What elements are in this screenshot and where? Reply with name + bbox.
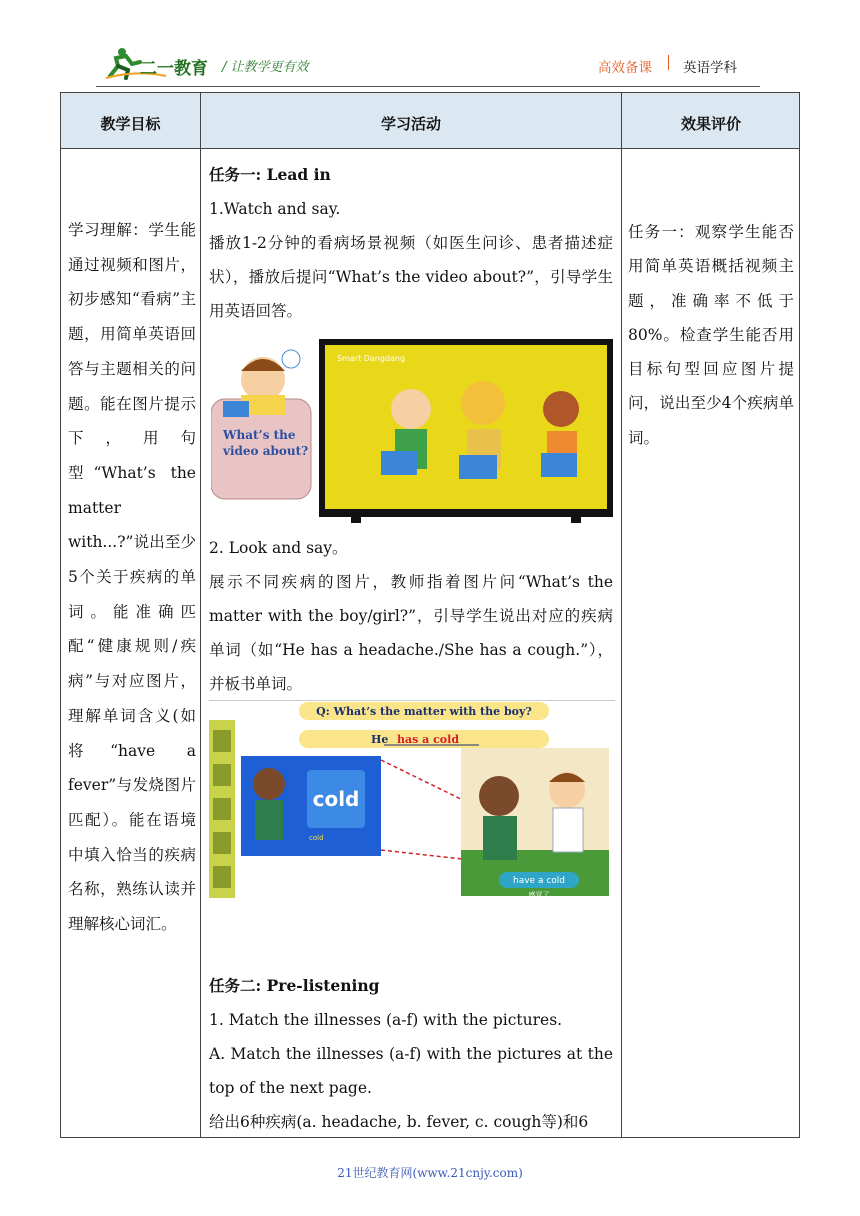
task1-step1-desc: 播放1-2分钟的看病场景视频（如医生问诊、患者描述症状），播放后提问“What’s the video about?”，引导学生用英语回答。	[209, 234, 613, 320]
objectives-text: 学习理解：学生能通过视频和图片，初步感知“看病”主题，用简单英语回答与主题相关的问题。能在图片提示下，用句型“What’s the matter with...?”说出至少5个关于疾病的单词。能准确匹配“健康规则/疾病”与对应图片，理解单词含义(如将“have a fever”与发烧图片匹配）。能在语境中填入恰当的疾病名称，熟练认读并理解核心词汇。	[68, 221, 196, 934]
slogan: / 让教学更有效	[222, 60, 309, 75]
lesson-table	[60, 92, 800, 1138]
task1-step2-desc: 展示不同疾病的图片，教师指着图片问“What’s the matter with the boy/girl?”，引导学生说出对应的疾病单词（如“He has a headache./She has a cough.”），并板书单词。	[209, 573, 613, 693]
video-scene-image	[211, 339, 613, 523]
pic2-card-small: cold	[309, 834, 324, 842]
pic2-question: Q: What’s the matter with the boy?	[316, 705, 532, 718]
column-divider	[621, 93, 622, 1137]
page-header	[0, 0, 860, 92]
pic2-caption-cn: 感冒了	[528, 891, 550, 899]
pic2-answer: has a cold	[397, 733, 460, 746]
header-rule	[96, 86, 760, 87]
svg-text:What’s the: What’s the	[223, 428, 296, 442]
header-objectives: 教学目标	[100, 115, 161, 133]
task2-title: 任务二: Pre-listening	[209, 976, 380, 995]
evaluation-text: 任务一：观察学生能否用简单英语概括视频主题，准确率不低于80%。检查学生能否用目标句型回应图片提问，说出至少4个疾病单词。	[628, 223, 794, 447]
task1-step2: 2. Look and say。	[209, 539, 348, 557]
page-footer: 21世纪教育网(www.21cnjy.com)	[337, 1166, 523, 1180]
task2-step1: 1. Match the illnesses (a-f) with the pictures.	[209, 1011, 563, 1029]
header-tag-subject: 英语学科	[683, 60, 737, 76]
svg-text:video about?: video about?	[223, 444, 309, 458]
header-separator	[668, 55, 669, 70]
header-tag-prep: 高效备课	[598, 60, 652, 76]
pic2-card-word: cold	[312, 787, 360, 811]
task2-step1-a: A. Match the illnesses (a-f) with the pictures at the top of the next page.	[209, 1045, 613, 1097]
task1-step1: 1.Watch and say.	[209, 200, 341, 218]
task2-step1-desc: 给出6种疾病(a. headache, b. fever, c. cough等)和6	[209, 1113, 589, 1131]
task1-title: 任务一: Lead in	[209, 165, 331, 184]
pic2-answer-prefix: He	[371, 733, 389, 746]
pic2-caption: have a cold	[513, 876, 565, 886]
header-evaluation: 效果评价	[680, 115, 741, 133]
table-header-row	[61, 93, 799, 149]
column-divider	[200, 93, 201, 1137]
svg-text:Smart Dangdang: Smart Dangdang	[337, 354, 406, 363]
brand-name: 二一教育	[140, 59, 208, 79]
look-and-say-image	[209, 700, 614, 900]
header-activities: 学习活动	[380, 115, 441, 133]
